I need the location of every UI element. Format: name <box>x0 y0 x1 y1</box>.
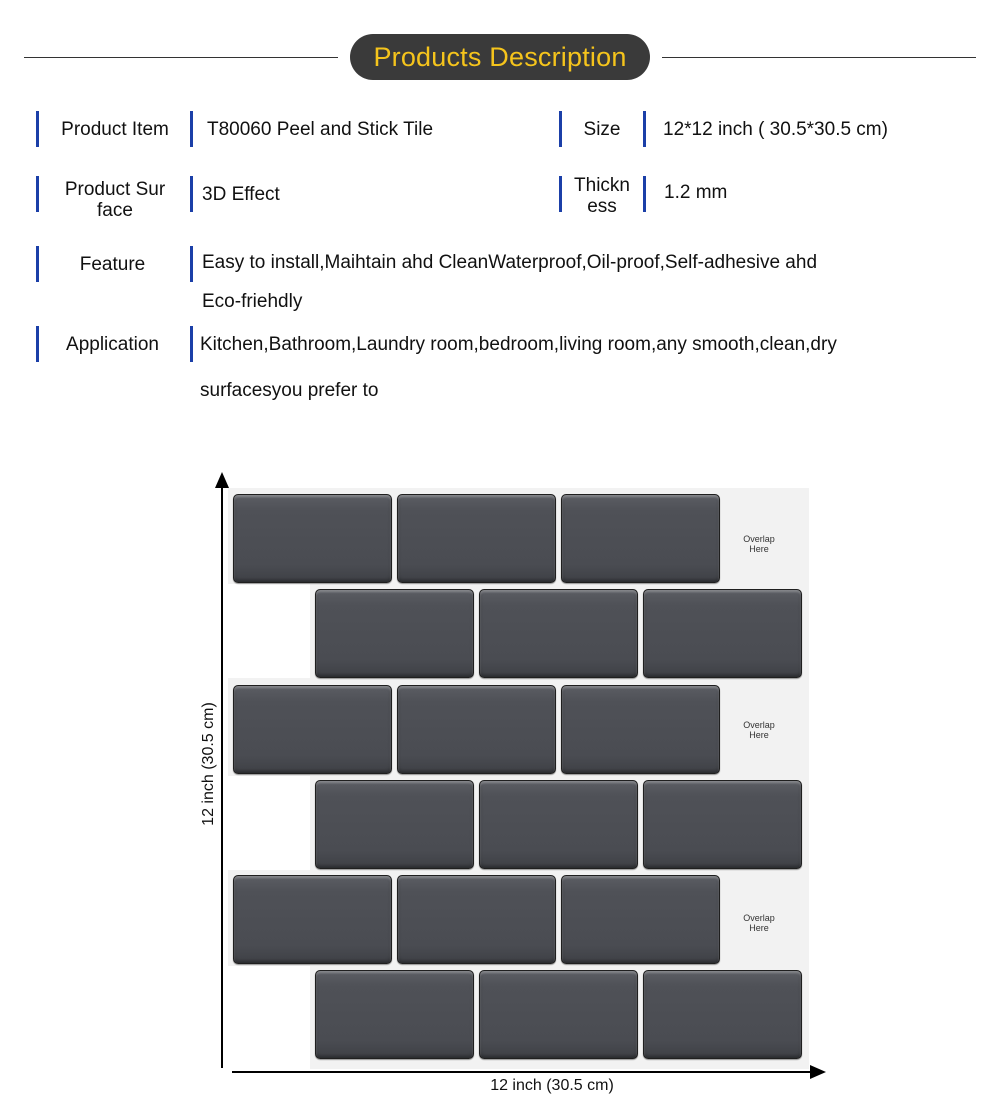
arrow-right-icon <box>810 1065 826 1079</box>
overlap-line2: Here <box>749 730 769 740</box>
feature-value-line1: Easy to install,Maihtain ahd CleanWaterproof,Oil-proof,Self-adhesive ahd <box>202 252 818 273</box>
subway-tile <box>643 780 802 869</box>
product-surface-label-line1: Product Sur <box>64 179 166 200</box>
subway-tile <box>233 685 392 774</box>
value-bar <box>190 176 193 212</box>
feature-value-line2: Eco-friehdly <box>202 291 303 312</box>
subway-tile <box>397 875 556 964</box>
overlap-line2: Here <box>749 544 769 554</box>
section-title: Products Description <box>350 34 650 80</box>
overlap-line1: Overlap <box>743 534 775 544</box>
product-item-value: T80060 Peel and Stick Tile <box>207 119 434 140</box>
application-value-line1: Kitchen,Bathroom,Laundry room,bedroom,living room,any smooth,clean,dry <box>200 334 837 355</box>
subway-tile <box>479 970 638 1059</box>
product-surface-label <box>44 179 186 221</box>
overlap-label <box>724 720 794 740</box>
product-surface-label-line2: face <box>97 200 133 221</box>
thickness-label-line1: Thickn <box>574 175 630 196</box>
thickness-value: 1.2 mm <box>664 182 728 203</box>
subway-tile <box>233 494 392 583</box>
value-bar <box>190 326 193 362</box>
subway-tile <box>561 494 720 583</box>
subway-tile <box>561 875 720 964</box>
subway-tile <box>643 589 802 678</box>
overlap-line2: Here <box>749 923 769 933</box>
cutout <box>228 776 310 870</box>
cutout <box>228 966 310 1069</box>
height-dimension-label: 12 inch (30.5 cm) <box>200 702 217 826</box>
label-bar <box>36 326 39 362</box>
height-axis <box>221 486 223 1068</box>
subway-tile <box>315 970 474 1059</box>
feature-label: Feature <box>79 253 146 275</box>
overlap-line1: Overlap <box>743 720 775 730</box>
tile-sheet <box>228 488 809 1069</box>
width-dimension-label: 12 inch (30.5 cm) <box>490 1077 614 1094</box>
overlap-line1: Overlap <box>743 913 775 923</box>
overlap-label <box>724 534 794 554</box>
subway-tile <box>315 780 474 869</box>
subway-tile <box>643 970 802 1059</box>
label-bar <box>36 246 39 282</box>
size-label: Size <box>583 118 621 140</box>
cutout <box>228 584 310 678</box>
width-axis <box>232 1071 812 1073</box>
value-bar <box>190 111 193 147</box>
value-bar <box>190 246 193 282</box>
label-bar <box>36 176 39 212</box>
arrow-up-icon <box>215 472 229 488</box>
value-bar <box>643 176 646 212</box>
subway-tile <box>315 589 474 678</box>
label-bar <box>36 111 39 147</box>
thickness-label-line2: ess <box>587 196 617 217</box>
product-surface-value: 3D Effect <box>202 184 280 205</box>
subway-tile <box>233 875 392 964</box>
header-rule-left <box>24 57 338 58</box>
header-rule-right <box>662 57 976 58</box>
subway-tile <box>397 494 556 583</box>
subway-tile <box>397 685 556 774</box>
value-bar <box>643 111 646 147</box>
subway-tile <box>561 685 720 774</box>
thickness-label <box>565 175 639 217</box>
label-bar <box>559 176 562 212</box>
application-value-line2: surfacesyou prefer to <box>200 380 379 401</box>
subway-tile <box>479 780 638 869</box>
size-value: 12*12 inch ( 30.5*30.5 cm) <box>663 119 888 140</box>
product-item-label: Product Item <box>61 118 169 140</box>
label-bar <box>559 111 562 147</box>
application-label: Application <box>66 333 159 355</box>
overlap-label <box>724 913 794 933</box>
subway-tile <box>479 589 638 678</box>
